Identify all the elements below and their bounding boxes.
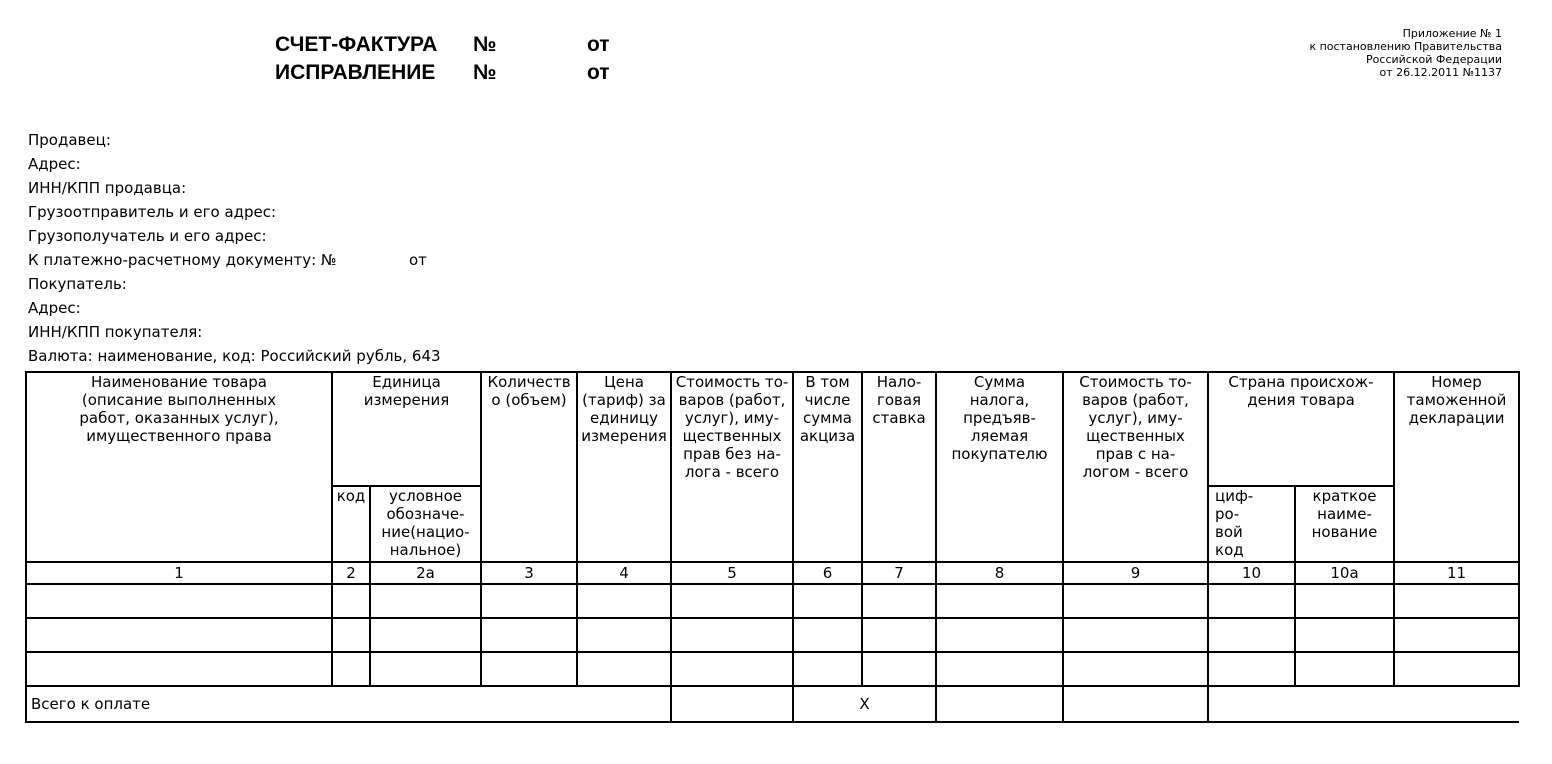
- header-text: Цена: [604, 373, 644, 391]
- header-text: Стоимость то-: [1079, 373, 1192, 391]
- total-cost-with-tax[interactable]: [1063, 686, 1208, 722]
- column-number-row: [26, 562, 1519, 584]
- header-text: Единица: [372, 373, 441, 391]
- total-row: [26, 686, 1519, 722]
- header-text: код: [1215, 541, 1244, 559]
- header-excise-cell: [793, 372, 862, 562]
- table-cell[interactable]: [332, 584, 370, 618]
- header-cost-with-tax-cell: [1063, 372, 1208, 562]
- table-cell[interactable]: [936, 652, 1063, 686]
- invoice-date-word: от: [587, 33, 610, 56]
- table-cell[interactable]: [671, 652, 793, 686]
- header-text: ние(нацио-: [381, 523, 470, 541]
- header-text: Нало-: [876, 373, 922, 391]
- header-text: логом - всего: [1082, 463, 1189, 481]
- table-cell[interactable]: [671, 584, 793, 618]
- header-text: дения товара: [1247, 391, 1355, 409]
- header-text: ро-: [1215, 505, 1240, 523]
- header-text: налога,: [969, 391, 1030, 409]
- header-text: Наименование товара: [91, 373, 267, 391]
- header-customs-cell: [1394, 372, 1519, 562]
- seller-address-label: Адрес:: [28, 155, 81, 173]
- subheader-country-code: [1208, 486, 1295, 562]
- column-number: 5: [671, 562, 793, 584]
- table-cell[interactable]: [1295, 652, 1394, 686]
- header-text: числе: [804, 391, 851, 409]
- invoice-table: [25, 371, 1520, 723]
- table-cell[interactable]: [862, 618, 936, 652]
- table-cell[interactable]: [1394, 584, 1519, 618]
- header-text: акциза: [799, 427, 856, 445]
- appendix-line: от 26.12.2011 №1137: [1379, 66, 1502, 79]
- header-text: щественных: [682, 427, 782, 445]
- header-text: о (объем): [491, 391, 567, 409]
- header-text: измерения: [363, 391, 450, 409]
- column-number: 8: [936, 562, 1063, 584]
- header-text: Количеств: [487, 373, 571, 391]
- subheader-unit-code: код: [332, 486, 370, 562]
- table-cell[interactable]: [862, 652, 936, 686]
- header-price-cell: [577, 372, 671, 562]
- table-cell[interactable]: [1295, 618, 1394, 652]
- column-number: 4: [577, 562, 671, 584]
- table-cell[interactable]: [26, 652, 332, 686]
- table-cell[interactable]: [1295, 584, 1394, 618]
- header-cost-no-tax-cell: [671, 372, 793, 562]
- table-cell[interactable]: [793, 618, 862, 652]
- buyer-address-label: Адрес:: [28, 299, 81, 317]
- column-number: 10а: [1295, 562, 1394, 584]
- table-cell[interactable]: [481, 584, 577, 618]
- table-cell[interactable]: [370, 618, 481, 652]
- total-label: Всего к оплате: [26, 686, 671, 722]
- column-number: 3: [481, 562, 577, 584]
- header-text: условное: [389, 487, 462, 505]
- buyer-label: Покупатель:: [28, 275, 127, 293]
- table-row: [26, 584, 1519, 618]
- correction-title: ИСПРАВЛЕНИЕ: [275, 61, 436, 84]
- table-cell[interactable]: [577, 584, 671, 618]
- table-cell[interactable]: [793, 652, 862, 686]
- appendix-line: к постановлению Правительства: [1309, 40, 1502, 53]
- table-cell[interactable]: [26, 618, 332, 652]
- table-cell[interactable]: [370, 584, 481, 618]
- table-cell[interactable]: [1208, 618, 1295, 652]
- header-text: наиме-: [1317, 505, 1372, 523]
- payment-doc-line: [28, 251, 427, 269]
- table-cell[interactable]: [1063, 584, 1208, 618]
- table-row: [26, 652, 1519, 686]
- header-text: измерения: [581, 427, 667, 445]
- header-text: услуг), иму-: [1088, 409, 1183, 427]
- header-text: (тариф) за: [582, 391, 666, 409]
- shipper-label: Грузоотправитель и его адрес:: [28, 203, 277, 221]
- subheader-unit-symbol: [370, 486, 481, 562]
- appendix-note: [1309, 27, 1502, 79]
- table-cell[interactable]: [1208, 584, 1295, 618]
- header-text: предъяв-: [963, 409, 1036, 427]
- header-text: краткое: [1312, 487, 1377, 505]
- header-text: единицу: [590, 409, 659, 427]
- header-text: Сумма: [973, 373, 1026, 391]
- table-cell[interactable]: [1394, 652, 1519, 686]
- header-text: говая: [876, 391, 922, 409]
- column-number: 2а: [370, 562, 481, 584]
- table-cell[interactable]: [793, 584, 862, 618]
- seller-inn-label: ИНН/КПП продавца:: [28, 179, 187, 197]
- header-text: услуг), иму-: [684, 409, 780, 427]
- header-text: (описание выполненных: [81, 391, 277, 409]
- currency-label: Валюта: наименование, код: Российский рубль, 643: [28, 347, 441, 365]
- correction-title-line: [275, 61, 610, 85]
- header-name-cell: [26, 372, 332, 562]
- appendix-line: Российской Федерации: [1366, 53, 1502, 66]
- subheader-country-name: [1295, 486, 1394, 562]
- table-cell[interactable]: [332, 618, 370, 652]
- column-number: 1: [26, 562, 332, 584]
- header-text: лога - всего: [684, 463, 780, 481]
- column-number: 10: [1208, 562, 1295, 584]
- table-cell[interactable]: [1208, 652, 1295, 686]
- column-number: 9: [1063, 562, 1208, 584]
- header-tax-rate-cell: [862, 372, 936, 562]
- header-unit-cell: [332, 372, 481, 486]
- header-text: покупателю: [951, 445, 1048, 463]
- header-text: обозначе-: [386, 505, 465, 523]
- header-country-cell: [1208, 372, 1394, 486]
- column-number: 6: [793, 562, 862, 584]
- payment-doc-label: К платежно-расчетному документу: №: [28, 251, 337, 269]
- header-text: имущественного права: [86, 427, 272, 445]
- table-cell[interactable]: [26, 584, 332, 618]
- table-cell[interactable]: [1063, 652, 1208, 686]
- table-cell[interactable]: [481, 618, 577, 652]
- header-text: Страна происхож-: [1228, 373, 1374, 391]
- invoice-title: СЧЕТ-ФАКТУРА: [275, 33, 438, 56]
- column-number: 7: [862, 562, 936, 584]
- total-empty-cell: [1208, 686, 1519, 722]
- header-text: варов (работ,: [1082, 391, 1189, 409]
- invoice-title-line: [275, 33, 610, 57]
- table-cell[interactable]: [577, 652, 671, 686]
- total-tax-sum[interactable]: [936, 686, 1063, 722]
- header-text: ляемая: [970, 427, 1029, 445]
- table-cell[interactable]: [936, 618, 1063, 652]
- header-text: таможенной: [1406, 391, 1507, 409]
- table-cell[interactable]: [936, 584, 1063, 618]
- table-cell[interactable]: [862, 584, 936, 618]
- total-excise-mark: X: [793, 686, 936, 722]
- seller-label: Продавец:: [28, 131, 111, 149]
- header-text: вой: [1215, 523, 1243, 541]
- header-qty-cell: [481, 372, 577, 562]
- table-cell[interactable]: [1394, 618, 1519, 652]
- header-text: работ, оказанных услуг),: [79, 409, 279, 427]
- buyer-inn-label: ИНН/КПП покупателя:: [28, 323, 203, 341]
- table-cell[interactable]: [577, 618, 671, 652]
- header-text: ставка: [872, 409, 926, 427]
- header-text: нальное): [389, 541, 462, 559]
- correction-number-sign: №: [473, 61, 497, 84]
- header-text: варов (работ,: [678, 391, 786, 409]
- correction-date-word: от: [587, 61, 610, 84]
- invoice-number-sign: №: [473, 33, 497, 56]
- header-text: декларации: [1408, 409, 1505, 427]
- table-cell[interactable]: [481, 652, 577, 686]
- table-cell[interactable]: [370, 652, 481, 686]
- payment-doc-date-word: от: [409, 251, 427, 269]
- header-text: нование: [1311, 523, 1378, 541]
- column-number: 11: [1394, 562, 1519, 584]
- header-text: сумма: [803, 409, 852, 427]
- appendix-line: Приложение № 1: [1402, 27, 1502, 40]
- header-text: Номер: [1431, 373, 1482, 391]
- table-cell[interactable]: [332, 652, 370, 686]
- header-text: В том: [805, 373, 850, 391]
- header-text: щественных: [1086, 427, 1185, 445]
- header-row: [26, 372, 1519, 486]
- table-cell[interactable]: [1063, 618, 1208, 652]
- consignee-label: Грузополучатель и его адрес:: [28, 227, 267, 245]
- header-text: Стоимость то-: [675, 373, 789, 391]
- column-number: 2: [332, 562, 370, 584]
- header-text: прав с на-: [1095, 445, 1176, 463]
- header-text: циф-: [1215, 487, 1254, 505]
- table-row: [26, 618, 1519, 652]
- header-text: прав без на-: [683, 445, 781, 463]
- table-cell[interactable]: [671, 618, 793, 652]
- header-tax-sum-cell: [936, 372, 1063, 562]
- total-cost-no-tax[interactable]: [671, 686, 793, 722]
